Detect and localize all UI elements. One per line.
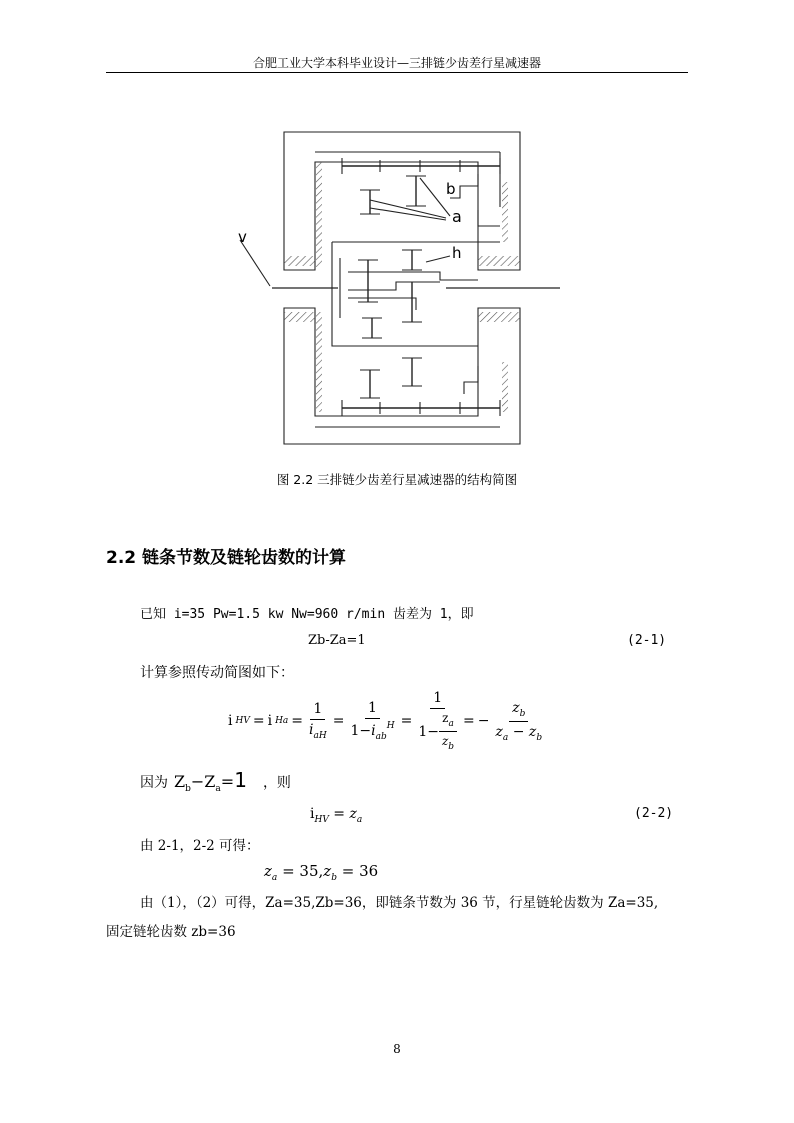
f-eq1: = <box>252 713 265 729</box>
f-i2: i <box>267 713 273 729</box>
because-line <box>140 768 291 794</box>
f-frac3-den: 1− $\frac{z_a}{z_b}$ <box>415 709 460 752</box>
label-v: v <box>238 228 247 246</box>
header-rule <box>106 72 688 73</box>
transmission-ratio-formula <box>228 690 545 752</box>
result-paragraph-line1: 由（1），（2）可得，Za=35,Zb=36，即链条节数为 36 节，行星链轮齿数为 Za=35, <box>140 895 659 911</box>
f-frac4-num: $z_b$ <box>509 700 528 722</box>
equation-2-1-number: (2-1) <box>627 633 667 648</box>
f-eq2: = <box>291 713 304 729</box>
f-eq3: = <box>332 713 345 729</box>
because-suffix: ，则 <box>262 775 291 791</box>
reducer-structure-diagram <box>220 122 560 462</box>
figure-caption: 图 2.2 三排链少齿差行星减速器的结构简图 <box>276 472 518 487</box>
f-i1: i <box>228 713 233 729</box>
f-frac2-num: 1 <box>365 700 380 719</box>
because-equation: $Z_b-Z_a=1$ <box>174 768 247 794</box>
f-frac1-num: 1 <box>310 701 325 720</box>
section-heading: 2.2 链条节数及链轮齿数的计算 <box>106 548 347 568</box>
label-a: a <box>452 207 462 226</box>
page-number: 8 <box>393 1042 401 1056</box>
equation-2-1: Zb-Za=1 <box>308 633 366 648</box>
from-equations-line: 由 2-1，2-2 可得： <box>140 838 260 854</box>
known-values-line: 已知 i=35 Pw=1.5 kw Nw=960 r/min 齿差为 1，即 <box>140 607 474 622</box>
equation-2-2: $i_{HV} = z_a$ <box>310 806 363 825</box>
calc-intro: 计算参照传动简图如下： <box>140 665 294 681</box>
f-ha: Ha <box>275 716 289 726</box>
f-frac2-den: $1-i_{ab}^H$ <box>350 721 395 742</box>
f-frac3 <box>415 690 460 752</box>
because-prefix: 因为 <box>140 775 168 791</box>
page-header: 合肥工业大学本科毕业设计—三排链少齿差行星减速器 <box>252 56 541 70</box>
equation-2-2-number: (2-2) <box>634 806 674 821</box>
f-frac3-num: 1 <box>430 690 445 709</box>
f-frac1-den: $i_{aH}$ <box>309 722 327 741</box>
label-h: h <box>452 244 462 262</box>
f-eq5: = <box>463 713 475 729</box>
f-frac2 <box>347 700 397 742</box>
result-equation: $z_a = 35,z_b = 36$ <box>264 862 379 883</box>
f-frac4 <box>493 700 546 743</box>
label-b: b <box>446 180 456 198</box>
f-eq4: = <box>400 713 413 729</box>
f-frac4-den: $z_a - z_b$ <box>495 723 543 743</box>
f-neg: − <box>477 713 490 729</box>
f-frac1 <box>306 701 330 741</box>
f-hv: HV <box>235 716 250 726</box>
result-paragraph-line2: 固定链轮齿数 zb=36 <box>106 924 236 940</box>
